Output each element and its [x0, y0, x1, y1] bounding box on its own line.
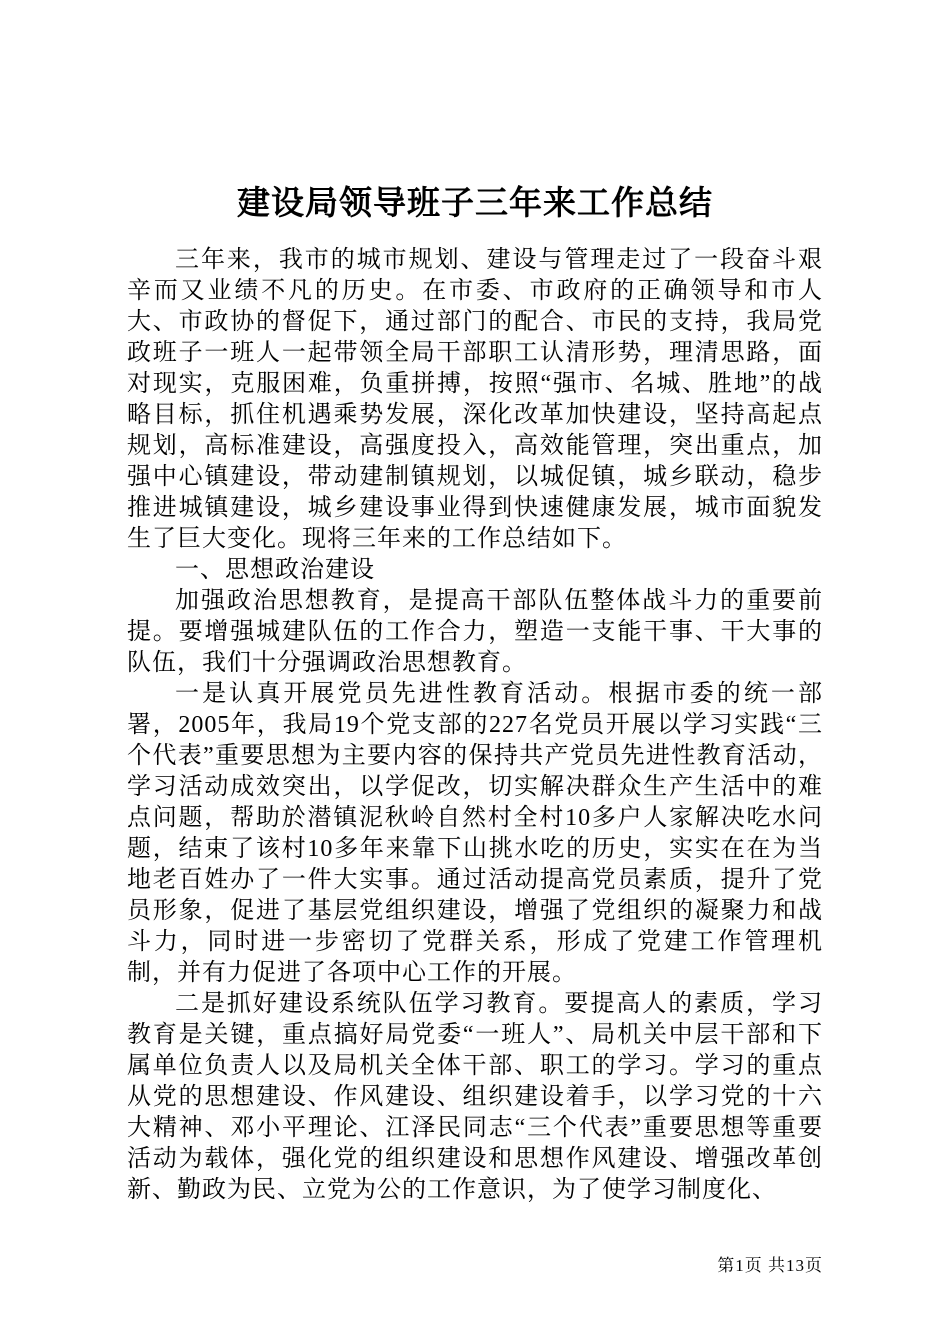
- document-title: 建设局领导班子三年来工作总结: [237, 186, 713, 222]
- section-heading-ideological-construction: 一、思想政治建设: [175, 557, 375, 583]
- paragraph-system-team-study: 二是抓好建设系统队伍学习教育。要提高人的素质，学习教育是关键，重点搞好局党委“一班人”、局机关中层干部和下属单位负责人以及局机关全体干部、职工的学习。学习的重点从党的思想建设、作风建设、组织建设着手，以学习党的十六大精神、邓小平理论、江泽民同志“三个代表”重要思想等重要活动为载体，强化党的组织建设和思想作风建设、增强改革创新、勤政为民、立党为公的工作意识，为了使学习制度化、: [127, 991, 823, 1203]
- paragraph-intro: 三年来，我市的城市规划、建设与管理走过了一段奋斗艰辛而又业绩不凡的历史。在市委、市政府的正确领导和市人大、市政协的督促下，通过部门的配合、市民的支持，我局党政班子一班人一起带领全局干部职工认清形势，理清思路，面对现实，克服困难，负重拼搏，按照“强市、名城、胜地”的战略目标，抓住机遇乘势发展，深化改革加快建设，坚持高起点规划，高标准建设，高强度投入，高效能管理，突出重点，加强中心镇建设，带动建制镇规划，以城促镇，城乡联动，稳步推进城镇建设，城乡建设事业得到快速健康发展，城市面貌发生了巨大变化。现将三年来的工作总结如下。: [127, 247, 823, 552]
- paragraph-political-education: 加强政治思想教育，是提高干部队伍整体战斗力的重要前提。要增强城建队伍的工作合力，塑造一支能干事、干大事的队伍，我们十分强调政治思想教育。: [127, 588, 823, 676]
- page-number-text: 第1页 共13页: [717, 1256, 823, 1275]
- page-footer: [717, 1251, 823, 1276]
- paragraph-party-member-education: 一是认真开展党员先进性教育活动。根据市委的统一部署，2005年，我局19个党支部的227名党员开展以学习实践“三个代表”重要思想为主要内容的保持共产党员先进性教育活动，学习活动成效突出，以学促改，切实解决群众生产生活中的难点问题，帮助於潜镇泥秋岭自然村全村10多户人家解决吃水问题，结束了该村10多年来靠下山挑水吃的历史，实实在在为当地老百姓办了一件大实事。通过活动提高党员素质，提升了党员形象，促进了基层党组织建设，增强了党组织的凝聚力和战斗力，同时进一步密切了党群关系，形成了党建工作管理机制，并有力促进了各项中心工作的开展。: [127, 681, 823, 986]
